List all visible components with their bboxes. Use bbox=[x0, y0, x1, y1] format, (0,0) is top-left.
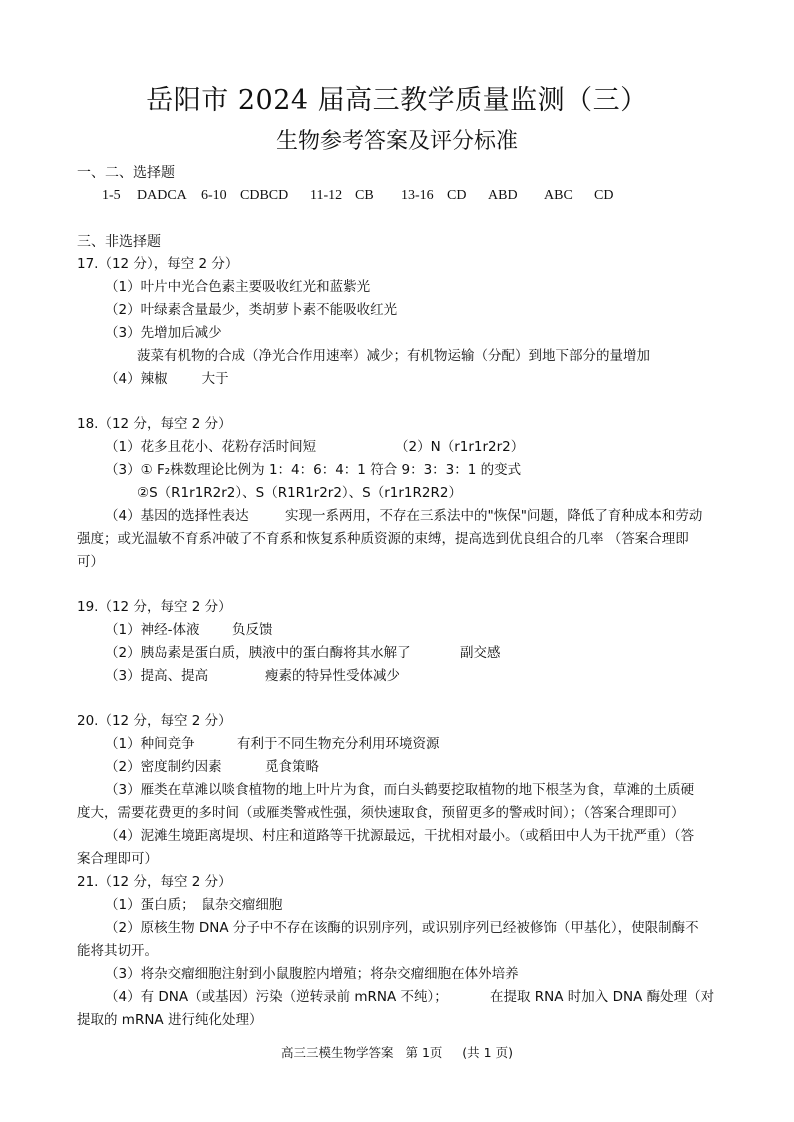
q20-answer-3b: 度大，需要花费更的多时间（或雁类警戒性强，须快速取食，预留更多的警戒时间）；（答案合理即可） bbox=[77, 805, 685, 821]
q18-heading: 18.（12 分，每空 2 分） bbox=[77, 416, 232, 432]
q17-answer-4b: 大于 bbox=[201, 371, 229, 387]
q20-answer-4a: （4）泥滩生境距离堤坝、村庄和道路等干扰源最远，干扰相对最小。（或稻田中人为干扰严重）（答 bbox=[105, 828, 695, 844]
q19-answer-3a: （3）提高、提高 bbox=[105, 668, 209, 684]
q18-answer-4a: （4）基因的选择性表达 bbox=[105, 508, 249, 524]
footer-doc-name: 高三三模生物学答案 bbox=[281, 1045, 394, 1060]
q20-heading: 20.（12 分，每空 2 分） bbox=[77, 713, 232, 729]
q21-answer-2b: 能将其切开。 bbox=[77, 943, 158, 959]
q20-answer-4b: 案合理即可） bbox=[77, 851, 158, 867]
q18-answer-4b: 实现一系两用，不存在三系法中的"恢保"问题，降低了育种成本和劳动 bbox=[285, 508, 703, 524]
section-heading-choice: 一、二、选择题 bbox=[77, 165, 175, 181]
q17-answer-3: （3）先增加后减少 bbox=[105, 325, 222, 341]
q18-answer-4c: 强度；或光温敏不育系冲破了不育系和恢复系种质资源的束缚，提高选到优良组合的几率 （答案合理即 bbox=[77, 531, 689, 547]
q20-answer-1a: （1）种间竞争 bbox=[105, 736, 195, 752]
q21-heading: 21.（12 分，每空 2 分） bbox=[77, 874, 232, 890]
mc-answer: ABD bbox=[488, 188, 518, 203]
page-footer bbox=[0, 1043, 794, 1061]
q17-answer-4a: （4）辣椒 bbox=[105, 371, 168, 387]
q18-answer-1: （1）花多且花小、花粉存活时间短 bbox=[105, 439, 317, 455]
q19-answer-2b: 副交感 bbox=[460, 645, 501, 661]
q17-heading: 17.（12 分），每空 2 分） bbox=[77, 256, 239, 272]
q20-answer-2a: （2）密度制约因素 bbox=[105, 759, 222, 775]
mc-range: 6-10 bbox=[201, 188, 227, 203]
mc-answer: CD bbox=[594, 188, 614, 203]
q19-heading: 19.（12 分，每空 2 分） bbox=[77, 599, 232, 615]
q18-answer-2: （2）N（r1r1r2r2） bbox=[395, 439, 525, 455]
q19-answer-1b: 负反馈 bbox=[232, 622, 273, 638]
mc-answer: CD bbox=[447, 188, 467, 203]
q17-answer-4 bbox=[105, 369, 229, 389]
page-title: 岳阳市 2024 届高三教学质量监测（三） bbox=[146, 85, 648, 116]
q18-answer-3b: ②S（R1r1R2r2）、S（R1R1r2r2）、S（r1r1R2R2） bbox=[137, 485, 462, 501]
q20-answer-3a: （3）雁类在草滩以啖食植物的地上叶片为食，而白头鹤要挖取植物的地下根茎为食，草滩的土质硬 bbox=[105, 782, 695, 798]
q18-answer-4d: 可） bbox=[77, 554, 104, 570]
q17-answer-2: （2）叶绿素含量最少，类胡萝卜素不能吸收红光 bbox=[105, 302, 398, 318]
q19-answer-2a: （2）胰岛素是蛋白质，胰液中的蛋白酶将其水解了 bbox=[105, 645, 411, 661]
q18-answer-3a: （3）① F₂株数理论比例为 1：4：6：4：1 符合 9：3：3：1 的变式 bbox=[105, 462, 522, 478]
footer-page-number: 第 1页 bbox=[405, 1045, 443, 1060]
q21-answer-2a: （2）原核生物 DNA 分子中不存在该酶的识别序列，或识别序列已经被修饰（甲基化），使限制酶不 bbox=[105, 920, 699, 936]
q19-answer-3b: 瘦素的特异性受体减少 bbox=[265, 668, 400, 684]
footer-page-total: (共 1 页) bbox=[462, 1045, 513, 1060]
mc-answer: CB bbox=[355, 188, 374, 203]
q21-answer-4c: 提取的 mRNA 进行纯化处理） bbox=[77, 1012, 263, 1028]
q21-answer-1: （1）蛋白质； 鼠杂交瘤细胞 bbox=[105, 897, 283, 913]
mc-range: 11-12 bbox=[310, 188, 343, 203]
section-heading-nonchoice: 三、非选择题 bbox=[77, 234, 161, 250]
q19-answer-1a: （1）神经-体液 bbox=[105, 622, 200, 638]
q17-answer-3-detail: 菠菜有机物的合成（净光合作用速率）减少；有机物运输（分配）到地下部分的量增加 bbox=[137, 348, 650, 364]
q20-answer-2b: 觅食策略 bbox=[265, 759, 319, 775]
mc-answer: DADCA bbox=[137, 188, 187, 203]
q21-answer-4a: （4）有 DNA（或基因）污染（逆转录前 mRNA 不纯）； bbox=[105, 989, 448, 1005]
q20-answer-1b: 有利于不同生物充分利用环境资源 bbox=[237, 736, 440, 752]
q17-answer-1: （1）叶片中光合色素主要吸收红光和蓝紫光 bbox=[105, 279, 371, 295]
mc-answer: CDBCD bbox=[240, 188, 289, 203]
mc-range: 13-16 bbox=[401, 188, 434, 203]
q21-answer-4b: 在提取 RNA 时加入 DNA 酶处理（对 bbox=[490, 989, 715, 1005]
page-subtitle: 生物参考答案及评分标准 bbox=[275, 129, 518, 154]
mc-answer: ABC bbox=[544, 188, 573, 203]
mc-range: 1-5 bbox=[102, 188, 121, 203]
q21-answer-3: （3）将杂交瘤细胞注射到小鼠腹腔内增殖；将杂交瘤细胞在体外培养 bbox=[105, 966, 519, 982]
choice-answers-row bbox=[0, 186, 794, 206]
